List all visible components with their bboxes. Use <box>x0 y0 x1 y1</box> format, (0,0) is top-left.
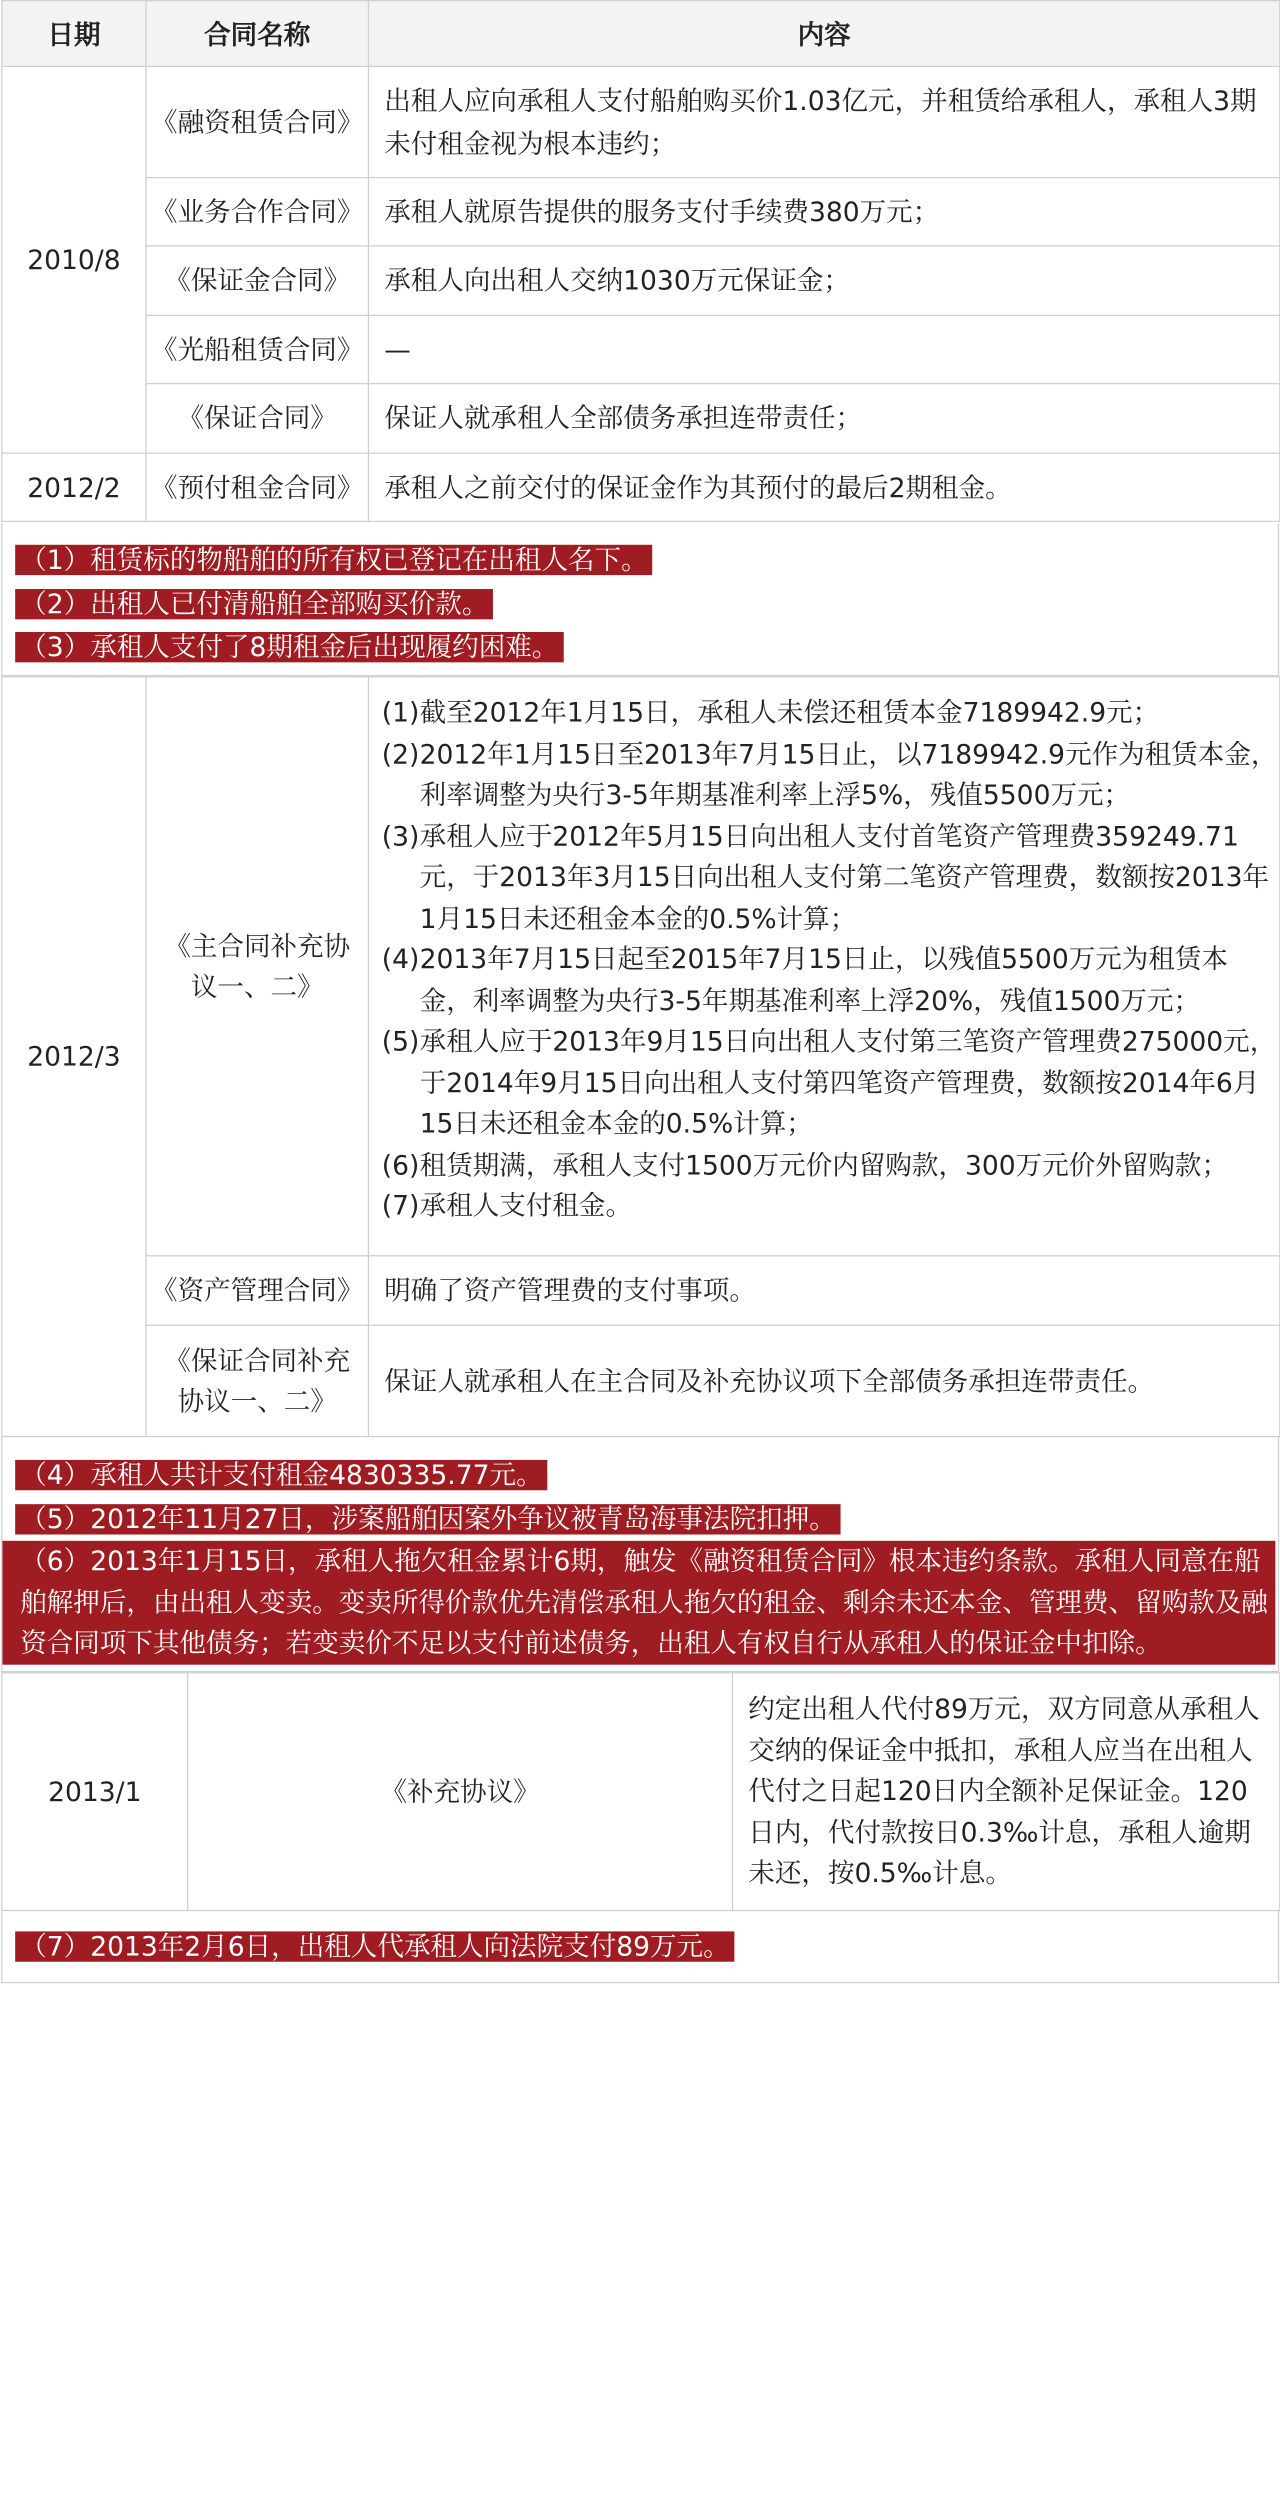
date-cell: 2010/8 <box>2 66 146 453</box>
contract-name: 《融资租赁合同》 <box>146 66 368 177</box>
contract-name: 《保证合同》 <box>146 384 368 454</box>
date-cell: 2012/2 <box>2 453 146 521</box>
list-item: (4) 2013年7月15日起至2015年7月15日止，以残值5500万元为租赁本金，利率调整为央行3-5年期基准利率上浮20%，残值1500万元； <box>381 944 1228 1016</box>
contract-content <box>368 677 1279 1256</box>
note-item: （6）2013年1月15日，承租人拖欠租金累计6期，触发《融资租赁合同》根本违约条款。承租人同意在船舶解押后，由出租人变卖。变卖所得价款优先清偿承租人拖欠的租金、剩余未还本金、管理费、留购款及融资合同项下其他债务；若变卖价不足以支付前述债务，出租人有权自行从承租人的保证金中扣除。 <box>3 1541 1276 1664</box>
table-row <box>2 1325 1280 1436</box>
list-item: (1) 截至2012年1月15日，承租人未偿还租赁本金7189942.9元； <box>381 697 1160 729</box>
contract-content: — <box>368 315 1279 383</box>
table-row <box>2 246 1280 316</box>
date-cell: 2012/3 <box>2 677 146 1437</box>
header-date: 日期 <box>2 1 146 67</box>
contract-name: 《资产管理合同》 <box>146 1256 368 1326</box>
table-row <box>2 453 1280 521</box>
contract-content: 承租人就原告提供的服务支付手续费380万元； <box>368 178 1279 246</box>
contract-content: 保证人就承租人在主合同及补充协议项下全部债务承担连带责任。 <box>368 1325 1279 1436</box>
table-row <box>2 1256 1280 1326</box>
date-cell: 2013/1 <box>2 1673 188 1911</box>
list-item: (2) 2012年1月15日至2013年7月15日止，以7189942.9元作为租赁本金，利率调整为央行3-5年期基准利率上浮5%，残值5500万元； <box>381 738 1278 811</box>
contracts-table-2 <box>1 676 1280 1437</box>
contract-name: 《预付租金合同》 <box>146 453 368 521</box>
header-contract: 合同名称 <box>146 1 368 67</box>
contract-name: 《业务合作合同》 <box>146 178 368 246</box>
contract-name: 《保证金合同》 <box>146 246 368 316</box>
notes-block-1 <box>1 523 1279 676</box>
table-row <box>2 677 1280 1256</box>
contract-name: 《补充协议》 <box>188 1673 733 1911</box>
table-row <box>2 178 1280 246</box>
contract-name: 《主合同补充协议一、二》 <box>146 677 368 1256</box>
contract-content: 出租人应向承租人支付船舶购买价1.03亿元，并租赁给承租人，承租人3期未付租金视为根本违约； <box>368 66 1279 177</box>
contract-content: 保证人就承租人全部债务承担连带责任； <box>368 384 1279 454</box>
table-row <box>2 66 1280 177</box>
table-row <box>2 315 1280 383</box>
notes-block-2 <box>1 1436 1279 1672</box>
contract-content: 明确了资产管理费的支付事项。 <box>368 1256 1279 1326</box>
table-row <box>2 1673 1280 1911</box>
contracts-table-1 <box>1 0 1280 522</box>
contracts-table-3 <box>1 1672 1280 1911</box>
note-item: （1）租赁标的物船舶的所有权已登记在出租人名下。 <box>15 545 653 575</box>
list-item: (7) 承租人支付租金。 <box>381 1190 632 1222</box>
note-item: （2）出租人已付清船舶全部购买价款。 <box>15 588 493 618</box>
contract-name: 《光船租赁合同》 <box>146 315 368 383</box>
note-item: （7）2013年2月6日，出租人代承租人向法院支付89万元。 <box>15 1931 735 1961</box>
table-row <box>2 384 1280 454</box>
note-item: （4）承租人共计支付租金4830335.77元。 <box>15 1460 548 1490</box>
contract-content: 约定出租人代付89万元，双方同意从承租人交纳的保证金中抵扣，承租人应当在出租人代付之日起120日内全额补足保证金。120日内，代付款按日0.3‰计息，承租人逾期未还，按0.5‰计息。 <box>732 1673 1279 1911</box>
notes-block-3 <box>1 1910 1279 1983</box>
list-item: (5) 承租人应于2013年9月15日向出租人支付第三笔资产管理费275000元，于2014年9月15日向出租人支付第四笔资产管理费，数额按2014年6月15日未还租金本金的0.5%计算； <box>381 1026 1277 1139</box>
list-item: (3) 承租人应于2012年5月15日向出租人支付首笔资产管理费359249.71元，于2013年3月15日向出租人支付第二笔资产管理费，数额按2013年1月15日未还租金本金的0.5%计算； <box>381 820 1270 934</box>
note-item: （3）承租人支付了8期租金后出现履约困难。 <box>15 632 563 662</box>
contract-name: 《保证合同补充协议一、二》 <box>146 1325 368 1436</box>
header-content: 内容 <box>368 1 1279 67</box>
note-item: （5）2012年11月27日，涉案船舶因案外争议被青岛海事法院扣押。 <box>15 1504 841 1534</box>
contract-content: 承租人之前交付的保证金作为其预付的最后2期租金。 <box>368 453 1279 521</box>
list-item: (6) 租赁期满，承租人支付1500万元价内留购款，300万元价外留购款； <box>381 1149 1229 1180</box>
contract-content: 承租人向出租人交纳1030万元保证金； <box>368 246 1279 316</box>
header-row <box>2 1 1280 67</box>
